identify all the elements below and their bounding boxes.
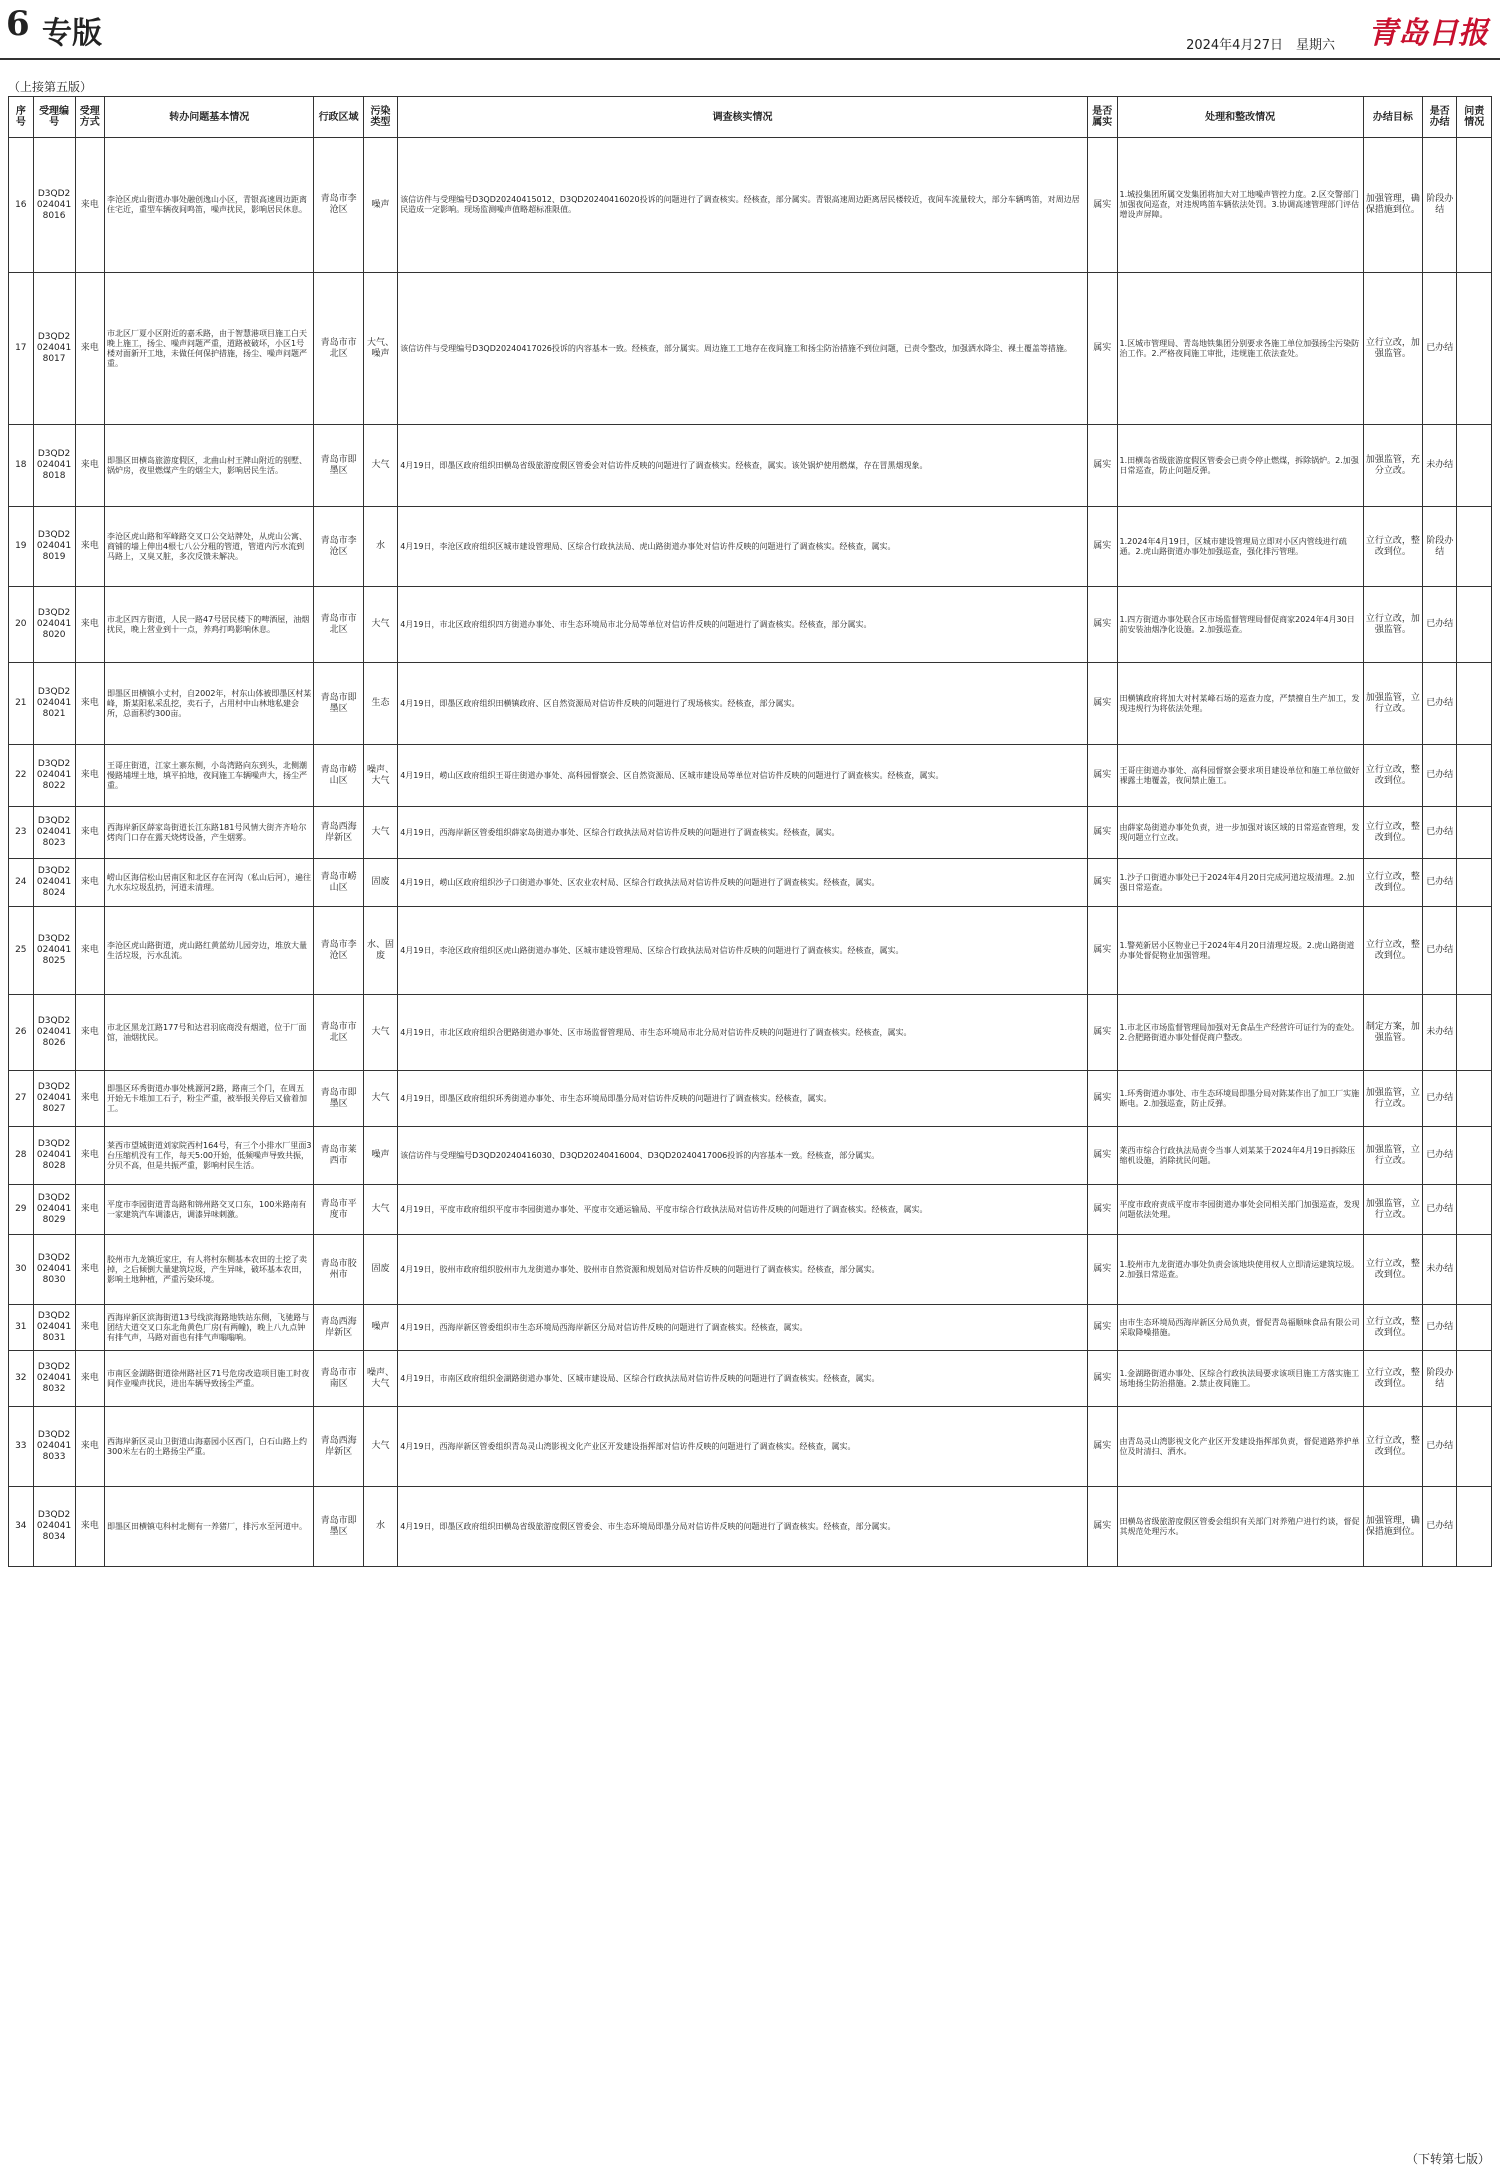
cell-action: 1.警苑新居小区物业已于2024年4月20日清理垃圾。2.虎山路街道办事处督促物业加强管理。: [1117, 907, 1363, 995]
cell-area: 青岛西海岸新区: [314, 1407, 363, 1487]
cell-type: 生态: [363, 663, 397, 745]
column-header: 调查核实情况: [398, 97, 1088, 138]
cell-id: D3QD20240418031: [33, 1305, 75, 1351]
cell-done: 阶段办结: [1422, 138, 1456, 273]
cell-acc: [1457, 1235, 1492, 1305]
cell-done: 已办结: [1422, 587, 1456, 663]
cell-id: D3QD20240418026: [33, 995, 75, 1071]
cell-done: 阶段办结: [1422, 1351, 1456, 1407]
cell-action: 1.环秀街道办事处、市生态环境局即墨分局对陈某作出了加工厂实施断电。2.加强巡查，防止反弹。: [1117, 1071, 1363, 1127]
cell-area: 青岛市莱西市: [314, 1127, 363, 1185]
table-row: [9, 1305, 1492, 1351]
cell-acc: [1457, 507, 1492, 587]
cell-real: 属实: [1087, 1235, 1117, 1305]
cell-action: 1.城投集团所属交发集团将加大对工地噪声管控力度。2.区交警部门加强夜间巡查，对违规鸣笛车辆依法处罚。3.协调高速管理部门评估增设声屏障。: [1117, 138, 1363, 273]
table-row: [9, 138, 1492, 273]
cell-goal: 加强管理，确保措施到位。: [1363, 1487, 1422, 1567]
cell-goal: 加强监管，立行立改。: [1363, 663, 1422, 745]
cell-acc: [1457, 425, 1492, 507]
cell-acc: [1457, 587, 1492, 663]
cell-action: 1.市北区市场监督管理局加强对无食品生产经营许可证行为的查处。2.合肥路街道办事处督促商户整改。: [1117, 995, 1363, 1071]
cell-area: 青岛市即墨区: [314, 425, 363, 507]
cell-id: D3QD20240418029: [33, 1185, 75, 1235]
cell-acc: [1457, 1407, 1492, 1487]
cell-acc: [1457, 859, 1492, 907]
cell-way: 来电: [75, 1185, 105, 1235]
page-header: [0, 0, 1500, 60]
cell-id: D3QD20240418032: [33, 1351, 75, 1407]
cell-way: 来电: [75, 1351, 105, 1407]
section-title: 专版: [42, 16, 102, 51]
cell-done: 未办结: [1422, 995, 1456, 1071]
cell-id: D3QD20240418023: [33, 807, 75, 859]
cell-area: 青岛市胶州市: [314, 1235, 363, 1305]
cell-type: 噪声、大气: [363, 745, 397, 807]
cell-finding: 4月19日，市北区政府组织四方街道办事处、市生态环境局市北分局等单位对信访件反映的问题进行了调查核实。经核查，部分属实。: [398, 587, 1088, 663]
cell-id: D3QD20240418019: [33, 507, 75, 587]
cell-type: 大气: [363, 425, 397, 507]
cell-done: 已办结: [1422, 807, 1456, 859]
cell-real: 属实: [1087, 1071, 1117, 1127]
cell-finding: 4月19日，胶州市政府组织胶州市九龙街道办事处、胶州市自然资源和规划局对信访件反映的问题进行了调查核实。经核查，部分属实。: [398, 1235, 1088, 1305]
cell-real: 属实: [1087, 1185, 1117, 1235]
continued-to-label: （下转第七版）: [1405, 2152, 1490, 2166]
cell-real: 属实: [1087, 1407, 1117, 1487]
cell-action: 1.2024年4月19日，区城市建设管理局立即对小区内管线进行疏通。2.虎山路街道办事处加强巡查，强化排污管理。: [1117, 507, 1363, 587]
cell-no: 27: [9, 1071, 34, 1127]
cell-no: 34: [9, 1487, 34, 1567]
cell-way: 来电: [75, 995, 105, 1071]
cell-acc: [1457, 1305, 1492, 1351]
cell-finding: 4月19日，西海岸新区管委组织薛家岛街道办事处、区综合行政执法局对信访件反映的问题进行了调查核实。经核查，属实。: [398, 807, 1088, 859]
cell-type: 大气: [363, 807, 397, 859]
table-row: [9, 425, 1492, 507]
cell-issue: 莱西市望城街道刘家院西村164号，有三个小排水厂里面3台压缩机没有工作，每天5:00开始，低频噪声导致共振，分贝不高，但是共振严重，影响村民生活。: [105, 1127, 314, 1185]
cell-type: 水: [363, 1487, 397, 1567]
column-header: 处理和整改情况: [1117, 97, 1363, 138]
cell-finding: 4月19日，即墨区政府组织环秀街道办事处、市生态环境局即墨分局对信访件反映的问题进行了调查核实。经核查，属实。: [398, 1071, 1088, 1127]
cell-issue: 西海岸新区滨海街道13号线滨海路地铁站东侧，飞驰路与团结大道交叉口东北角黄色厂房(有两幢)，晚上八九点钟有排气声，马路对面也有排气声嗡嗡响。: [105, 1305, 314, 1351]
cell-goal: 制定方案，加强监管。: [1363, 995, 1422, 1071]
table-row: [9, 1487, 1492, 1567]
cell-done: 已办结: [1422, 1127, 1456, 1185]
cell-type: 大气: [363, 1407, 397, 1487]
cell-real: 属实: [1087, 663, 1117, 745]
cell-finding: 4月19日，即墨区政府组织田横镇政府、区自然资源局对信访件反映的问题进行了现场核实。经核查，部分属实。: [398, 663, 1088, 745]
cell-way: 来电: [75, 907, 105, 995]
cell-area: 青岛市市北区: [314, 273, 363, 425]
cell-way: 来电: [75, 587, 105, 663]
cell-way: 来电: [75, 663, 105, 745]
cell-acc: [1457, 995, 1492, 1071]
cell-real: 属实: [1087, 138, 1117, 273]
cell-issue: 崂山区海信松山居南区和北区存在河沟（私山后河），遍往九水东垃圾乱扔，河道未清理。: [105, 859, 314, 907]
cell-finding: 4月19日，西海岸新区管委组织市生态环境局西海岸新区分局对信访件反映的问题进行了调查核实。经核查，属实。: [398, 1305, 1088, 1351]
cell-type: 噪声: [363, 1305, 397, 1351]
cell-real: 属实: [1087, 745, 1117, 807]
cell-way: 来电: [75, 1235, 105, 1305]
cell-done: 已办结: [1422, 745, 1456, 807]
cell-real: 属实: [1087, 1351, 1117, 1407]
cell-no: 31: [9, 1305, 34, 1351]
cell-way: 来电: [75, 1407, 105, 1487]
cell-type: 噪声: [363, 138, 397, 273]
cell-issue: 平度市李园街道青岛路和锦州路交叉口东，100米路南有一家建筑汽车调漆店，调漆异味刺激。: [105, 1185, 314, 1235]
cell-issue: 李沧区虎山街道办事处融创逸山小区，青银高速周边距离住宅近，重型车辆夜间鸣笛，噪声扰民，影响居民休息。: [105, 138, 314, 273]
cell-id: D3QD20240418018: [33, 425, 75, 507]
cell-goal: 立行立改，整改到位。: [1363, 807, 1422, 859]
cell-real: 属实: [1087, 859, 1117, 907]
cell-action: 1.四方街道办事处联合区市场监督管理局督促商家2024年4月30日前安装油烟净化设施。2.加强巡查。: [1117, 587, 1363, 663]
cell-no: 17: [9, 273, 34, 425]
cell-goal: 立行立改，整改到位。: [1363, 1407, 1422, 1487]
cell-id: D3QD20240418021: [33, 663, 75, 745]
cell-acc: [1457, 663, 1492, 745]
cell-real: 属实: [1087, 907, 1117, 995]
cell-area: 青岛市市北区: [314, 995, 363, 1071]
table-row: [9, 273, 1492, 425]
cell-action: 王哥庄街道办事处、高科园督察会要求项目建设单位和施工单位做好裸露土地覆盖，夜间禁止施工。: [1117, 745, 1363, 807]
cell-goal: 加强监管，立行立改。: [1363, 1185, 1422, 1235]
cell-goal: 加强监管，立行立改。: [1363, 1127, 1422, 1185]
cell-type: 水: [363, 507, 397, 587]
cell-way: 来电: [75, 425, 105, 507]
petition-table: [8, 96, 1492, 1567]
newspaper-logo: 青岛日报: [1368, 16, 1488, 51]
cell-acc: [1457, 273, 1492, 425]
cell-done: 已办结: [1422, 663, 1456, 745]
cell-no: 32: [9, 1351, 34, 1407]
cell-goal: 立行立改，整改到位。: [1363, 1235, 1422, 1305]
cell-finding: 该信访件与受理编号D3QD20240417026投诉的内容基本一致。经核查，部分属实。周边施工工地存在夜间施工和扬尘防治措施不到位问题，已责令整改，加强洒水降尘、裸土覆盖等措施。: [398, 273, 1088, 425]
cell-issue: 西海岸新区薛家岛街道长江东路181号风情大街齐齐哈尔烤肉门口存在露天烧烤设备，产生烟雾。: [105, 807, 314, 859]
cell-no: 21: [9, 663, 34, 745]
cell-real: 属实: [1087, 507, 1117, 587]
cell-action: 由薛家岛街道办事处负责，进一步加强对该区域的日常巡查管理，发现问题立行立改。: [1117, 807, 1363, 859]
cell-finding: 4月19日，平度市政府组织平度市李园街道办事处、平度市交通运输局、平度市综合行政执法局对信访件反映的问题进行了调查核实。经核查，属实。: [398, 1185, 1088, 1235]
cell-no: 16: [9, 138, 34, 273]
cell-way: 来电: [75, 1071, 105, 1127]
cell-action: 1.胶州市九龙街道办事处负责会该地块使用权人立即清运建筑垃圾。2.加强日常巡查。: [1117, 1235, 1363, 1305]
table-row: [9, 995, 1492, 1071]
cell-done: 阶段办结: [1422, 507, 1456, 587]
column-header: 行政区域: [314, 97, 363, 138]
cell-issue: 即墨区环秀街道办事处桃源河2路，路南三个门，在周五开始无卡堆加工石子，粉尘严重，被举报关停后又偷着加工。: [105, 1071, 314, 1127]
cell-finding: 4月19日，李沧区政府组织区虎山路街道办事处、区城市建设管理局、区综合行政执法局对信访件反映的问题进行了调查核实。经核查，属实。: [398, 907, 1088, 995]
cell-acc: [1457, 1351, 1492, 1407]
cell-action: 由市生态环境局西海岸新区分局负责，督促青岛福顺味食品有限公司采取降噪措施。: [1117, 1305, 1363, 1351]
cell-goal: 立行立改，加强监管。: [1363, 273, 1422, 425]
cell-done: 已办结: [1422, 1487, 1456, 1567]
cell-type: 大气: [363, 1071, 397, 1127]
cell-no: 22: [9, 745, 34, 807]
cell-no: 25: [9, 907, 34, 995]
page-number: 6: [6, 4, 30, 44]
column-header: 受理编号: [33, 97, 75, 138]
cell-way: 来电: [75, 859, 105, 907]
cell-area: 青岛市李沧区: [314, 907, 363, 995]
cell-area: 青岛市市南区: [314, 1351, 363, 1407]
column-header: 是否属实: [1087, 97, 1117, 138]
cell-id: D3QD20240418017: [33, 273, 75, 425]
table-header-row: [9, 97, 1492, 138]
cell-id: D3QD20240418034: [33, 1487, 75, 1567]
cell-acc: [1457, 1185, 1492, 1235]
cell-type: 固废: [363, 859, 397, 907]
cell-type: 大气: [363, 587, 397, 663]
cell-issue: 李沧区虎山路街道，虎山路红黄蓝幼儿园旁边，堆放大量生活垃圾，污水乱流。: [105, 907, 314, 995]
cell-action: 由青岛灵山湾影视文化产业区开发建设指挥部负责，督促道路养护单位及时清扫、洒水。: [1117, 1407, 1363, 1487]
cell-acc: [1457, 1487, 1492, 1567]
cell-finding: 4月19日，李沧区政府组织区城市建设管理局、区综合行政执法局、虎山路街道办事处对信访件反映的问题进行了调查核实。经核查，属实。: [398, 507, 1088, 587]
table-row: [9, 587, 1492, 663]
cell-way: 来电: [75, 507, 105, 587]
cell-no: 29: [9, 1185, 34, 1235]
cell-action: 1.田横岛省级旅游度假区管委会已责令停止燃煤，拆除锅炉。2.加强日常巡查，防止问题反弹。: [1117, 425, 1363, 507]
cell-id: D3QD20240418025: [33, 907, 75, 995]
cell-acc: [1457, 1071, 1492, 1127]
cell-real: 属实: [1087, 273, 1117, 425]
cell-area: 青岛市崂山区: [314, 745, 363, 807]
cell-acc: [1457, 745, 1492, 807]
cell-acc: [1457, 807, 1492, 859]
cell-goal: 立行立改，整改到位。: [1363, 907, 1422, 995]
column-header: 转办问题基本情况: [105, 97, 314, 138]
cell-action: 田横镇政府将加大对村某峰石场的巡查力度，严禁擅自生产加工，发现违规行为将依法处理。: [1117, 663, 1363, 745]
table-row: [9, 663, 1492, 745]
cell-done: 未办结: [1422, 425, 1456, 507]
cell-area: 青岛市即墨区: [314, 1487, 363, 1567]
cell-no: 24: [9, 859, 34, 907]
cell-issue: 市南区金湖路街道徐州路社区71号危房改造项目施工时夜间作业噪声扰民，进出车辆导致扬尘严重。: [105, 1351, 314, 1407]
cell-type: 噪声、大气: [363, 1351, 397, 1407]
cell-id: D3QD20240418022: [33, 745, 75, 807]
cell-id: D3QD20240418027: [33, 1071, 75, 1127]
cell-goal: 立行立改，加强监管。: [1363, 587, 1422, 663]
cell-acc: [1457, 138, 1492, 273]
table-row: [9, 1185, 1492, 1235]
column-header: 序号: [9, 97, 34, 138]
cell-id: D3QD20240418028: [33, 1127, 75, 1185]
cell-area: 青岛市即墨区: [314, 1071, 363, 1127]
cell-issue: 胶州市九龙镇近家庄，有人将村东侧基本农田的土挖了卖掉，之后倾倒大量建筑垃圾，产生异味，破坏基本农田，影响土地种植，严重污染环境。: [105, 1235, 314, 1305]
cell-no: 30: [9, 1235, 34, 1305]
cell-acc: [1457, 1127, 1492, 1185]
cell-goal: 加强监管，立行立改。: [1363, 1071, 1422, 1127]
cell-id: D3QD20240418030: [33, 1235, 75, 1305]
table-row: [9, 807, 1492, 859]
cell-finding: 4月19日，即墨区政府组织田横岛省级旅游度假区管委会对信访件反映的问题进行了调查核实。经核查，属实。该处锅炉使用燃煤，存在冒黑烟现象。: [398, 425, 1088, 507]
cell-action: 1.区城市管理局、青岛地铁集团分别要求各施工单位加强扬尘污染防治工作。2.严格夜间施工审批，违规施工依法查处。: [1117, 273, 1363, 425]
cell-way: 来电: [75, 1127, 105, 1185]
cell-issue: 即墨区田横岛旅游度假区，北曲山村王牌山附近的别墅、锅炉房，夜里燃煤产生的烟尘大，影响居民生活。: [105, 425, 314, 507]
cell-no: 20: [9, 587, 34, 663]
cell-way: 来电: [75, 273, 105, 425]
cell-issue: 李沧区虎山路和军峰路交叉口公交站牌处，从虎山公寓、商铺的墙上伸出4根七八公分粗的管道，管道内污水流到马路上，又臭又脏，多次反馈未解决。: [105, 507, 314, 587]
cell-issue: 西海岸新区灵山卫街道山海嘉园小区西门，白石山路上约300米左右的土路扬尘严重。: [105, 1407, 314, 1487]
table-row: [9, 745, 1492, 807]
cell-goal: 加强管理，确保措施到位。: [1363, 138, 1422, 273]
cell-real: 属实: [1087, 1305, 1117, 1351]
cell-id: D3QD20240418020: [33, 587, 75, 663]
cell-action: 1.金湖路街道办事处、区综合行政执法局要求该项目施工方落实施工场地扬尘防治措施。2.禁止夜间施工。: [1117, 1351, 1363, 1407]
table-row: [9, 507, 1492, 587]
cell-acc: [1457, 907, 1492, 995]
cell-issue: 市北区厂夏小区附近的嘉禾路，由于智慧港项目施工白天晚上施工，扬尘、噪声问题严重，道路被破坏，小区1号楼对面新开工地，未做任何保护措施，扬尘、噪声问题严重。: [105, 273, 314, 425]
cell-issue: 即墨区田横镇小丈村，自2002年，村东山体被即墨区村某峰，斯某阳私采乱挖，卖石子，占用村中山林地私建会所，总面积约300亩。: [105, 663, 314, 745]
cell-done: 已办结: [1422, 273, 1456, 425]
cell-done: 未办结: [1422, 1235, 1456, 1305]
cell-finding: 4月19日，西海岸新区管委组织青岛灵山湾影视文化产业区开发建设指挥部对信访件反映的问题进行了调查核实。经核查，属实。: [398, 1407, 1088, 1487]
table-row: [9, 907, 1492, 995]
cell-real: 属实: [1087, 587, 1117, 663]
cell-type: 大气: [363, 1185, 397, 1235]
cell-finding: 4月19日，崂山区政府组织沙子口街道办事处、区农业农村局、区综合行政执法局对信访件反映的问题进行了调查核实。经核查，属实。: [398, 859, 1088, 907]
cell-no: 23: [9, 807, 34, 859]
cell-real: 属实: [1087, 1127, 1117, 1185]
cell-type: 大气: [363, 995, 397, 1071]
cell-issue: 王哥庄街道，江家土寨东侧，小岛湾路向东到头，北侧潮慢路埔埋土地，填平拍地，夜间施工车辆噪声大，扬尘严重。: [105, 745, 314, 807]
cell-goal: 加强监管，充分立改。: [1363, 425, 1422, 507]
cell-finding: 4月19日，市北区政府组织合肥路街道办事处、区市场监督管理局、市生态环境局市北分局对信访件反映的问题进行了调查核实。经核查，属实。: [398, 995, 1088, 1071]
cell-id: D3QD20240418016: [33, 138, 75, 273]
cell-done: 已办结: [1422, 1071, 1456, 1127]
cell-goal: 立行立改，整改到位。: [1363, 1305, 1422, 1351]
cell-done: 已办结: [1422, 907, 1456, 995]
cell-area: 青岛市崂山区: [314, 859, 363, 907]
cell-issue: 即墨区田横镇屯科村北侧有一养猪厂，排污水至河道中。: [105, 1487, 314, 1567]
cell-done: 已办结: [1422, 1185, 1456, 1235]
cell-area: 青岛市李沧区: [314, 138, 363, 273]
cell-goal: 立行立改，整改到位。: [1363, 507, 1422, 587]
cell-action: 1.沙子口街道办事处已于2024年4月20日完成河道垃圾清理。2.加强日常巡查。: [1117, 859, 1363, 907]
cell-area: 青岛西海岸新区: [314, 807, 363, 859]
cell-done: 已办结: [1422, 859, 1456, 907]
cell-goal: 立行立改，整改到位。: [1363, 1351, 1422, 1407]
column-header: 是否办结: [1422, 97, 1456, 138]
cell-real: 属实: [1087, 425, 1117, 507]
cell-action: 莱西市综合行政执法局责令当事人刘某某于2024年4月19日拆除压缩机设施，消除扰民问题。: [1117, 1127, 1363, 1185]
cell-finding: 该信访件与受理编号D3QD20240415012、D3QD20240416020投诉的问题进行了调查核实。经核查，部分属实。青银高速周边距离居民楼较近，夜间车流量较大，部分车辆鸣笛，对周边居民造成一定影响。现场监测噪声值略超标准限值。: [398, 138, 1088, 273]
cell-area: 青岛西海岸新区: [314, 1305, 363, 1351]
table-row: [9, 1351, 1492, 1407]
cell-finding: 4月19日，市南区政府组织金湖路街道办事处、区城市建设局、区综合行政执法局对信访件反映的问题进行了调查核实。经核查，属实。: [398, 1351, 1088, 1407]
cell-area: 青岛市市北区: [314, 587, 363, 663]
continued-from-label: （上接第五版）: [8, 80, 93, 94]
cell-way: 来电: [75, 1305, 105, 1351]
cell-area: 青岛市李沧区: [314, 507, 363, 587]
cell-id: D3QD20240418033: [33, 1407, 75, 1487]
cell-type: 固废: [363, 1235, 397, 1305]
cell-action: 田横岛省级旅游度假区管委会组织有关部门对养殖户进行约谈，督促其规范处理污水。: [1117, 1487, 1363, 1567]
cell-area: 青岛市即墨区: [314, 663, 363, 745]
cell-id: D3QD20240418024: [33, 859, 75, 907]
column-header: 受理方式: [75, 97, 105, 138]
cell-no: 33: [9, 1407, 34, 1487]
cell-finding: 该信访件与受理编号D3QD20240416030、D3QD20240416004、D3QD20240417006投诉的内容基本一致。经核查，部分属实。: [398, 1127, 1088, 1185]
cell-no: 28: [9, 1127, 34, 1185]
table-row: [9, 1071, 1492, 1127]
cell-no: 19: [9, 507, 34, 587]
cell-area: 青岛市平度市: [314, 1185, 363, 1235]
cell-finding: 4月19日，崂山区政府组织王哥庄街道办事处、高科园督察会、区自然资源局、区城市建设局等单位对信访件反映的问题进行了调查核实。经核查，属实。: [398, 745, 1088, 807]
cell-issue: 市北区黑龙江路177号和达君羽底商没有烟道，位于厂面馆，油烟扰民。: [105, 995, 314, 1071]
issue-date: 2024年4月27日 星期六: [1186, 38, 1335, 53]
cell-way: 来电: [75, 138, 105, 273]
column-header: 问责情况: [1457, 97, 1492, 138]
cell-real: 属实: [1087, 995, 1117, 1071]
cell-no: 26: [9, 995, 34, 1071]
table-row: [9, 1235, 1492, 1305]
cell-action: 平度市政府责成平度市李园街道办事处会同相关部门加强巡查，发现问题依法处理。: [1117, 1185, 1363, 1235]
cell-goal: 立行立改，整改到位。: [1363, 859, 1422, 907]
cell-real: 属实: [1087, 807, 1117, 859]
cell-type: 大气、噪声: [363, 273, 397, 425]
cell-goal: 立行立改，整改到位。: [1363, 745, 1422, 807]
cell-type: 水、固废: [363, 907, 397, 995]
column-header: 办结目标: [1363, 97, 1422, 138]
cell-real: 属实: [1087, 1487, 1117, 1567]
cell-done: 已办结: [1422, 1407, 1456, 1487]
cell-type: 噪声: [363, 1127, 397, 1185]
table-row: [9, 1407, 1492, 1487]
cell-finding: 4月19日，即墨区政府组织田横岛省级旅游度假区管委会、市生态环境局即墨分局对信访件反映的问题进行了调查核实。经核查，部分属实。: [398, 1487, 1088, 1567]
column-header: 污染类型: [363, 97, 397, 138]
cell-done: 已办结: [1422, 1305, 1456, 1351]
table-row: [9, 1127, 1492, 1185]
cell-issue: 市北区四方街道，人民一路47号居民楼下的啤酒屋，油烟扰民，晚上营业到十一点，养鸡打鸣影响休息。: [105, 587, 314, 663]
cell-no: 18: [9, 425, 34, 507]
cell-way: 来电: [75, 1487, 105, 1567]
cell-way: 来电: [75, 807, 105, 859]
table-row: [9, 859, 1492, 907]
cell-way: 来电: [75, 745, 105, 807]
